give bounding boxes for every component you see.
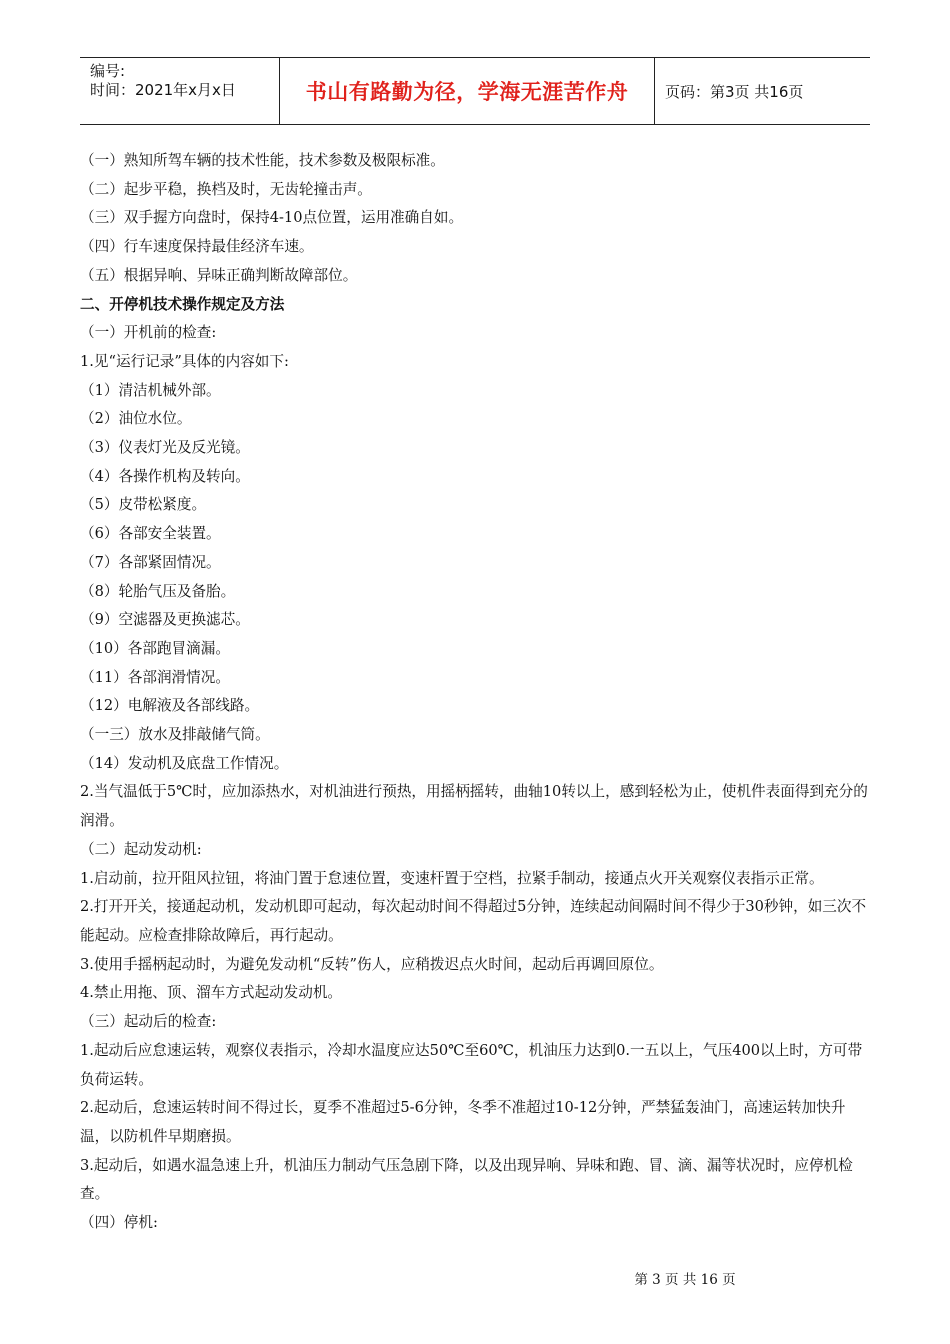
- document-header: [80, 57, 870, 125]
- time-label: 时间：2021年x月x日: [90, 81, 236, 99]
- paragraph: （四）行车速度保持最佳经济车速。: [80, 238, 314, 256]
- list-item: （11）各部润滑情况。: [80, 668, 230, 686]
- section-heading: 二、开停机技术操作规定及方法: [80, 295, 285, 313]
- list-item: （6）各部安全装置。: [80, 525, 221, 543]
- paragraph: 1.见“运行记录”具体的内容如下:: [80, 352, 289, 370]
- number-label: 编号:: [90, 62, 126, 80]
- document-body: [80, 147, 870, 1238]
- paragraph: （二）起动发动机:: [80, 840, 202, 858]
- header-motto: 书山有路勤为径，学海无涯苦作舟: [280, 58, 655, 124]
- paragraph: （四）停机:: [80, 1214, 158, 1232]
- paragraph: （一）开机前的检查:: [80, 324, 217, 342]
- list-item: （14）发动机及底盘工作情况。: [80, 754, 289, 772]
- paragraph: （五）根据异响、异味正确判断故障部位。: [80, 266, 358, 284]
- paragraph: 3.起动后，如遇水温急速上升，机油压力制动气压急剧下降，以及出现异响、异味和跑、冒、滴、漏等状况时，应停机检查。: [80, 1156, 853, 1203]
- header-meta: [80, 58, 280, 124]
- list-item: （2）油位水位。: [80, 410, 192, 428]
- list-item: （3）仪表灯光及反光镜。: [80, 439, 250, 457]
- paragraph: 4.禁止用拖、顶、溜车方式起动发动机。: [80, 984, 343, 1002]
- list-item: （一三）放水及排敲储气筒。: [80, 726, 270, 744]
- paragraph: （三）起动后的检查:: [80, 1013, 217, 1031]
- paragraph: 2.打开开关，接通起动机，发动机即可起动，每次起动时间不得超过5分钟，连续起动间隔时间不得少于30秒钟，如三次不能起动。应检查排除故障后，再行起动。: [80, 898, 867, 944]
- paragraph: 1.起动后应怠速运转，观察仪表指示，冷却水温度应达50℃至60℃，机油压力达到0.一五以上，气压400以上时，方可带负荷运转。: [80, 1041, 863, 1088]
- list-item: （7）各部紧固情况。: [80, 553, 221, 571]
- list-item: （5）皮带松紧度。: [80, 496, 207, 514]
- header-page-info: 页码：第3页 共16页: [665, 82, 804, 101]
- paragraph: （二）起步平稳，换档及时，无齿轮撞击声。: [80, 180, 372, 198]
- paragraph: 1.启动前，拉开阻风拉钮，将油门置于怠速位置，变速杆置于空档，拉紧手制动，接通点火开关观察仪表指示正常。: [80, 869, 824, 887]
- paragraph: （三）双手握方向盘时，保持4-10点位置，运用准确自如。: [80, 209, 464, 227]
- list-item: （4）各操作机构及转向。: [80, 467, 250, 485]
- paragraph: （一）熟知所驾车辆的技术性能，技术参数及极限标准。: [80, 152, 445, 169]
- page-footer: 第 3 页 共 16 页: [634, 1272, 736, 1288]
- paragraph: 2.起动后，怠速运转时间不得过长，夏季不准超过5-6分钟，冬季不准超过10-12分钟，严禁猛轰油门，高速运转加快升温，以防机件早期磨损。: [80, 1099, 846, 1145]
- list-item: （12）电解液及各部线路。: [80, 697, 260, 715]
- list-item: （8）轮胎气压及备胎。: [80, 582, 236, 600]
- list-item: （10）各部跑冒滴漏。: [80, 639, 230, 657]
- paragraph: 3.使用手摇柄起动时，为避免发动机“反转”伤人，应稍拨迟点火时间，起动后再调回原位。: [80, 955, 664, 973]
- paragraph: 2.当气温低于5℃时，应加添热水，对机油进行预热，用摇柄摇转，曲轴10转以上，感到轻松为止，使机件表面得到充分的润滑。: [80, 783, 868, 830]
- list-item: （9）空滤器及更换滤芯。: [80, 611, 250, 629]
- list-item: （1）清洁机械外部。: [80, 381, 221, 399]
